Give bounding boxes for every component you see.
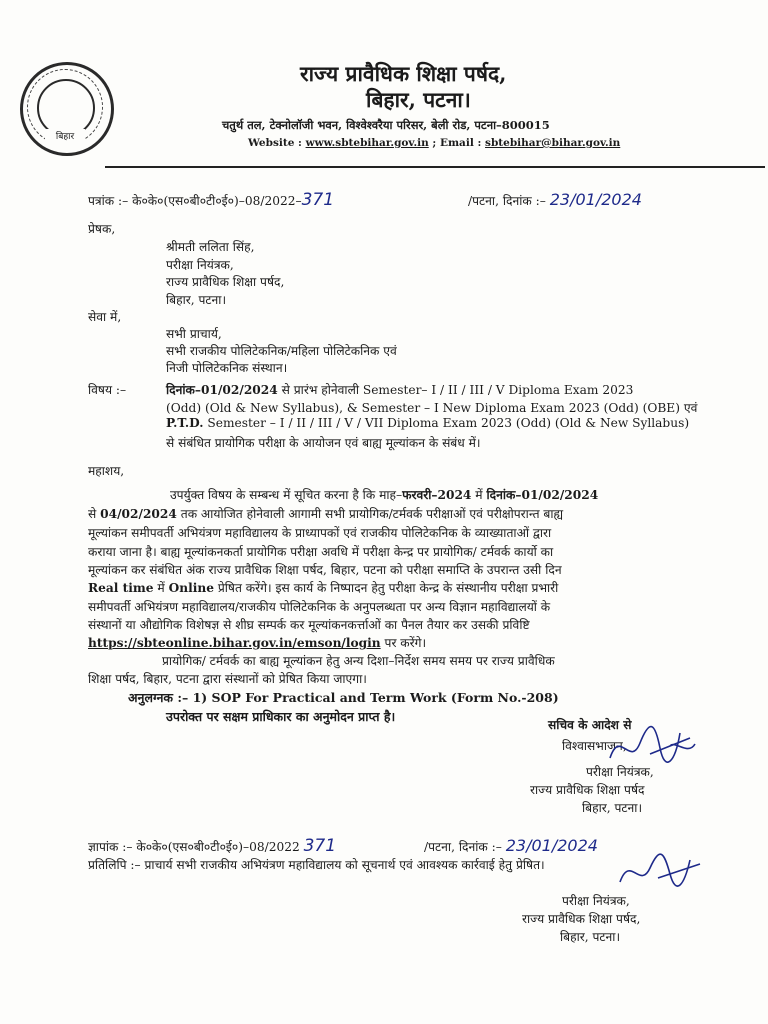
copy-to: प्रतिलिपि :– प्राचार्य सभी राजकीय अभियंत्रण महाविद्यालय को सूचनार्थ एवं आवश्यक कार्रवाई हेतु प्रेषित।	[88, 858, 545, 872]
website-link[interactable]: www.sbtebihar.gov.in	[305, 137, 429, 149]
org-city: बिहार, पटना।	[366, 87, 471, 112]
signature-line: राज्य प्रावैधिक शिक्षा पर्षद	[530, 783, 645, 797]
seal-text: बिहार	[45, 129, 85, 145]
subject-label: विषय :–	[88, 383, 127, 397]
letter-date-label: /पटना, दिनांक :–	[468, 194, 546, 208]
emson-login-link[interactable]: https://sbteonline.bihar.gov.in/emson/login	[88, 636, 381, 650]
subject-date: दिनांक–01/02/2024	[166, 383, 278, 397]
letter-number-text: पत्रांक :– के०के०(एस०बी०टी०ई०)–08/2022–	[88, 194, 302, 208]
org-title: राज्य प्रावैधिक शिक्षा पर्षद,	[300, 61, 507, 86]
memo-date-handwritten: 23/01/2024	[505, 836, 598, 855]
signature-line: विश्वासभाजन,	[562, 739, 627, 753]
memo-signature-scribble-icon	[612, 846, 708, 896]
recipient-line: सभी राजकीय पोलिटेकनिक/महिला पोलिटेकनिक एवं	[166, 344, 397, 358]
attachment-line: अनुलग्नक :– 1) SOP For Practical and Term Work (Form No.-208)	[128, 690, 559, 705]
subject-line-2: (Odd) (Old & New Syllabus), & Semester – I New Diploma Exam 2023 (Odd) (OBE) एवं	[166, 401, 698, 415]
salutation: महाशय,	[88, 464, 125, 478]
sender-line: श्रीमती ललिता सिंह,	[166, 240, 255, 254]
recipient-line: सभी प्राचार्य,	[166, 327, 222, 341]
memo-sign-line: राज्य प्रावैधिक शिक्षा पर्षद,	[522, 912, 641, 926]
letter-date-handwritten: 23/01/2024	[549, 190, 642, 209]
memo-sign-line: बिहार, पटना।	[560, 930, 621, 944]
letter-number	[88, 190, 334, 210]
memo-date	[424, 836, 598, 855]
body-month: फरवरी–2024	[402, 488, 472, 502]
memo-number-text: ज्ञापांक :– के०के०(एस०बी०टी०ई०)–08/2022	[88, 840, 300, 854]
signature-order: सचिव के आदेश से	[548, 718, 632, 732]
body-end-date: 04/02/2024	[100, 507, 177, 521]
org-contact	[248, 137, 620, 149]
memo-number-handwritten: 371	[303, 836, 337, 856]
body-text: में	[153, 581, 169, 595]
org-address: चतुर्थ तल, टेक्नोलॉजी भवन, विश्वेश्वरैया परिसर, बेली रोड, पटना–800015	[222, 118, 550, 132]
body-text: पर करेंगे।	[380, 636, 427, 650]
recipient-line: निजी पोलिटेकनिक संस्थान।	[166, 361, 288, 375]
body-start-date: दिनांक–01/02/2024	[486, 488, 599, 502]
body-line: शिक्षा पर्षद, बिहार, पटना द्वारा संस्थानों को प्रेषित किया जाएगा।	[88, 672, 367, 686]
body-line	[88, 634, 426, 651]
body-line: मूल्यांकन कर संबंधित अंक राज्य प्रावैधिक शिक्षा पर्षद, बिहार, पटना को परीक्षा समाप्ति के उपरान्त उसी दिन	[88, 563, 562, 577]
memo-number	[88, 836, 336, 856]
body-line	[170, 486, 598, 503]
email-link[interactable]: sbtebihar@bihar.gov.in	[485, 137, 621, 149]
sender-line: बिहार, पटना।	[166, 293, 227, 307]
approval-line: उपरोक्त पर सक्षम प्राधिकार का अनुमोदन प्राप्त है।	[166, 709, 396, 724]
body-text: में	[471, 488, 487, 502]
body-line: प्रायोगिक/ टर्मवर्क का बाह्य मूल्यांकन हेतु अन्य दिशा–निर्देश समय समय पर राज्य प्रावैधिक	[162, 654, 555, 668]
signature-line: बिहार, पटना।	[582, 801, 643, 815]
letter-number-handwritten: 371	[301, 190, 335, 210]
body-line: मूल्यांकन समीपवर्ती अभियंत्रण महाविद्यालय के प्राध्यापकों एवं राजकीय पोलिटेकनिक के व्याख्याताओं द्वारा	[88, 526, 552, 540]
body-line: समीपवर्ती अभियंत्रण महाविद्यालय/राजकीय पोलिटेकनिक के अनुपलब्धता पर अन्य विज्ञान महाविद्यालयों के	[88, 600, 551, 614]
body-line	[88, 505, 563, 522]
emblem-seal	[20, 62, 114, 156]
header-divider	[105, 166, 765, 168]
body-text: उपर्युक्त विषय के सम्बन्ध में सूचित करना है कि माह–	[170, 488, 403, 502]
body-realtime: Real time	[88, 581, 154, 595]
body-text: प्रेषित करेंगे। इस कार्य के निष्पादन हेतु परीक्षा केन्द्र के संस्थानीय परीक्षा प्रभारी	[213, 581, 559, 595]
subject-line-3-text: Semester – I / II / III / V / VII Diploma Exam 2023 (Odd) (Old & New Syllabus)	[203, 416, 690, 430]
sender-line: राज्य प्रावैधिक शिक्षा पर्षद,	[166, 275, 285, 289]
body-text: से	[88, 507, 101, 521]
memo-sign-line: परीक्षा नियंत्रक,	[562, 894, 630, 908]
recipient-label: सेवा में,	[88, 310, 122, 324]
letter-date	[468, 190, 642, 209]
subject-ptd: P.T.D.	[166, 416, 204, 430]
body-line: संस्थानों या औद्योगिक विशेषज्ञ से शीघ्र सम्पर्क कर मूल्यांकनकर्त्ताओं का पैनल तैयार कर उसकी प्रविष्टि	[88, 618, 530, 632]
subject-line-3	[166, 416, 689, 430]
subject-line-4: से संबंधित प्रायोगिक परीक्षा के आयोजन एवं बाह्य मूल्यांकन के संबंध में।	[166, 436, 481, 450]
memo-date-label: /पटना, दिनांक :–	[424, 840, 502, 854]
email-label: ; Email :	[432, 137, 482, 149]
body-line: कराया जाना है। बाह्य मूल्यांकनकर्ता प्रायोगिक परीक्षा अवधि में परीक्षा केन्द्र पर प्रायोगिक/ टर्मवर्क कार्यो का	[88, 545, 554, 559]
sender-label: प्रेषक,	[88, 222, 116, 236]
signature-line: परीक्षा नियंत्रक,	[586, 765, 654, 779]
subject-line-1-text: से प्रारंभ होनेवाली Semester– I / II / III / V Diploma Exam 2023	[277, 383, 634, 397]
subject-line-1	[166, 381, 633, 398]
body-line	[88, 579, 558, 596]
body-text: तक आयोजित होनेवाली आगामी सभी प्रायोगिक/टर्मवर्क परीक्षाओं एवं परीक्षोपरान्त बाह्य	[176, 507, 564, 521]
website-label: Website :	[248, 137, 302, 149]
sender-line: परीक्षा नियंत्रक,	[166, 258, 234, 272]
body-online: Online	[168, 581, 214, 595]
